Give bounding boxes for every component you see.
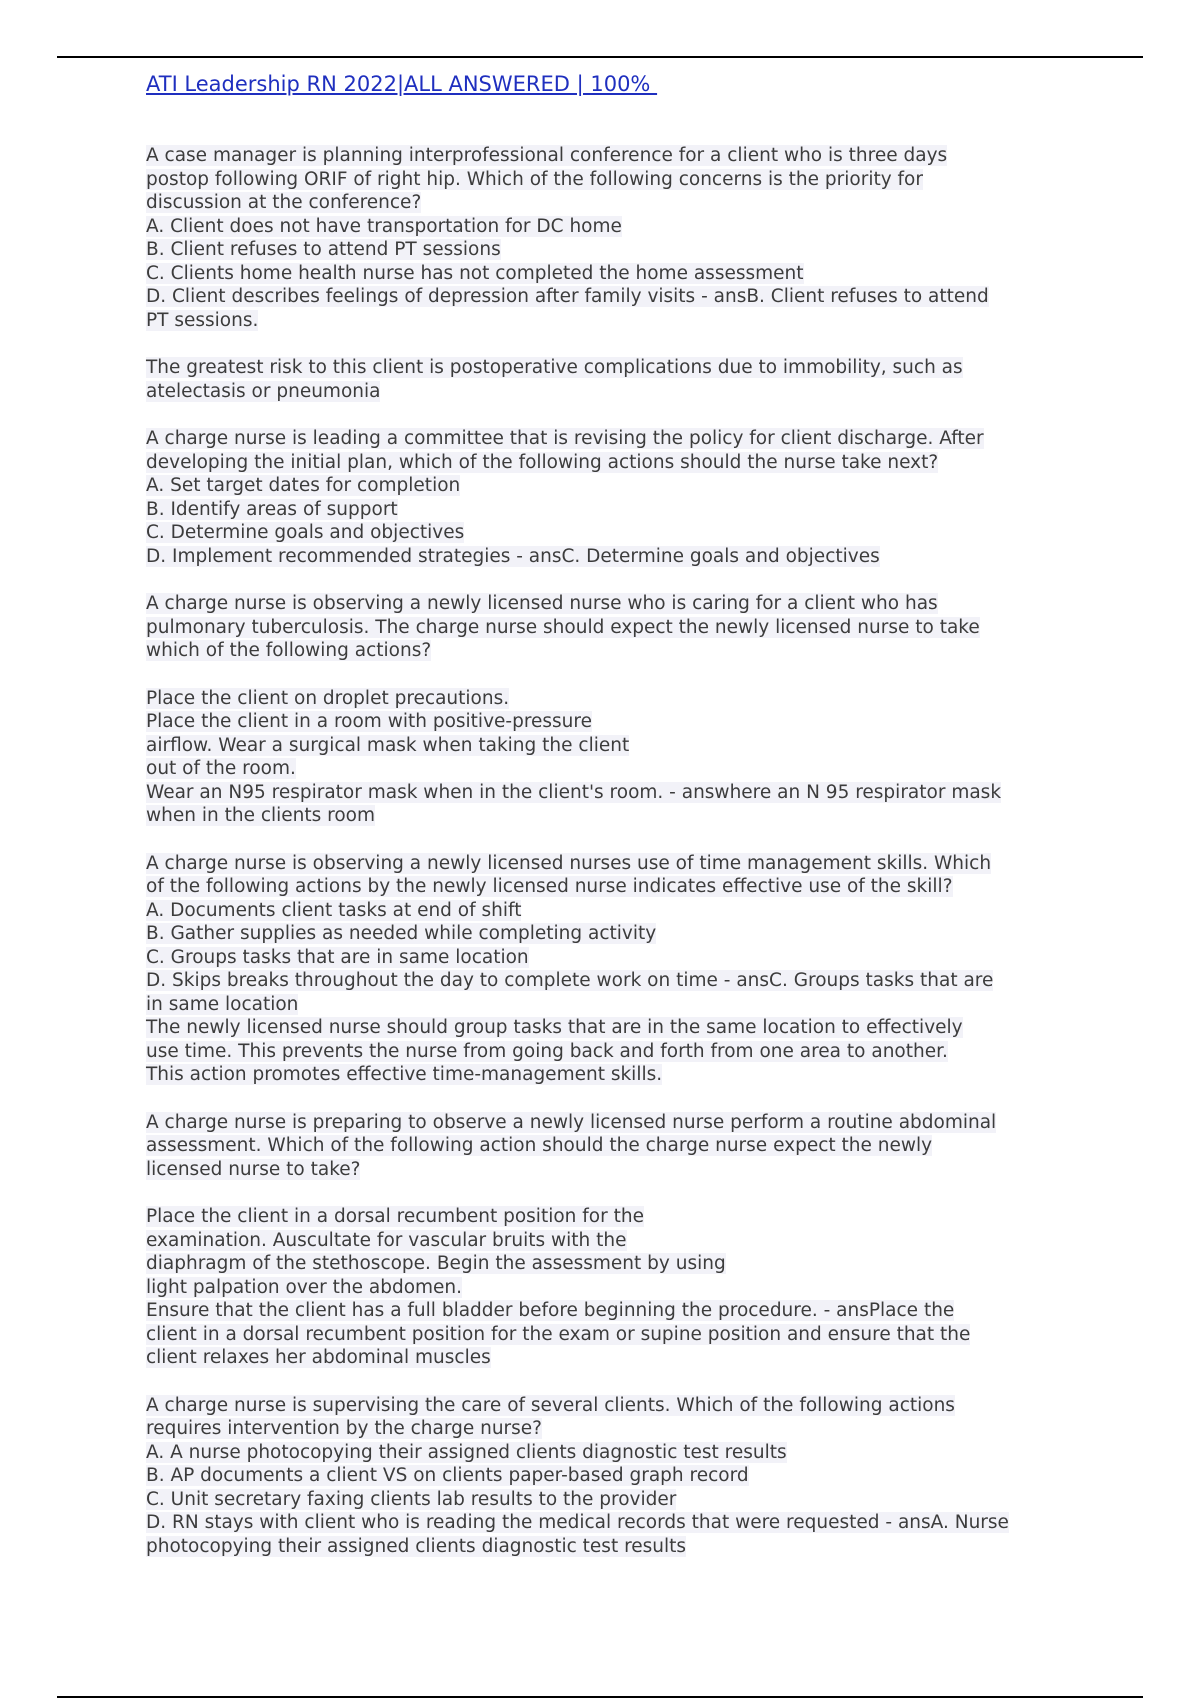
text-line-content: C. Clients home health nurse has not completed the home assessment <box>146 262 804 284</box>
bottom-divider <box>57 1696 1143 1698</box>
text-line-content: Ensure that the client has a full bladder before beginning the procedure. - ansPlace the <box>146 1300 955 1321</box>
text-line-content: Place the client in a dorsal recumbent position for the <box>146 1206 644 1227</box>
text-line <box>146 427 1146 451</box>
text-line-content: A. Set target dates for completion <box>146 475 461 496</box>
text-line-content: postop following ORIF of right hip. Which of the following concerns is the priority for <box>146 168 923 190</box>
text-line-content: A charge nurse is preparing to observe a newly licensed nurse perform a routine abdominal <box>146 1111 997 1133</box>
text-line <box>146 687 1146 711</box>
text-line-content: D. Client describes feelings of depression after family visits - ansB. Client refuses to attend <box>146 286 989 307</box>
text-line-content: C. Groups tasks that are in same location <box>146 946 529 968</box>
document-body <box>146 144 1146 1582</box>
text-line-content: assessment. Which of the following action should the charge nurse expect the newly <box>146 1135 933 1156</box>
text-line <box>146 1111 1146 1135</box>
text-line-content: in same location <box>146 993 299 1015</box>
text-line <box>146 899 1146 923</box>
text-line <box>146 545 1146 569</box>
text-line-content: A charge nurse is supervising the care of several clients. Which of the following actions <box>146 1394 955 1416</box>
text-line-content: discussion at the conference? <box>146 192 422 213</box>
text-line <box>146 144 1146 168</box>
text-line-content: client in a dorsal recumbent position for the exam or supine position and ensure that the <box>146 1323 971 1345</box>
text-line-content: D. Skips breaks throughout the day to complete work on time - ansC. Groups tasks that are <box>146 970 994 991</box>
text-block <box>146 852 1146 1087</box>
text-line <box>146 639 1146 663</box>
text-line-content: developing the initial plan, which of the following actions should the nurse take next? <box>146 451 939 473</box>
text-line-content: A. Client does not have transportation for DC home <box>146 215 622 237</box>
text-line-content: A. A nurse photocopying their assigned clients diagnostic test results <box>146 1441 787 1463</box>
text-line <box>146 875 1146 899</box>
text-line-content: photocopying their assigned clients diagnostic test results <box>146 1535 687 1557</box>
text-line <box>146 1464 1146 1488</box>
text-line-content: Wear an N95 respirator mask when in the client's room. - answhere an N 95 respirator mask <box>146 781 1002 803</box>
text-block <box>146 1394 1146 1559</box>
text-line <box>146 521 1146 545</box>
text-line <box>146 1511 1146 1535</box>
text-line <box>146 592 1146 616</box>
text-line <box>146 1063 1146 1087</box>
text-line-content: out of the room. <box>146 758 296 779</box>
text-line <box>146 1417 1146 1441</box>
text-line <box>146 710 1146 734</box>
text-line-content: A charge nurse is observing a newly licensed nurses use of time management skills. Which <box>146 852 992 874</box>
text-line <box>146 969 1146 993</box>
text-line <box>146 1441 1146 1465</box>
text-line <box>146 1299 1146 1323</box>
text-line-content: Place the client on droplet precautions. <box>146 687 510 709</box>
text-line-content: A case manager is planning interprofessional conference for a client who is three days <box>146 145 948 166</box>
text-line <box>146 168 1146 192</box>
text-line-content: PT sessions. <box>146 309 259 331</box>
text-line-content: use time. This prevents the nurse from going back and forth from one area to another. <box>146 1040 948 1062</box>
text-line <box>146 285 1146 309</box>
text-line-content: licensed nurse to take? <box>146 1158 361 1180</box>
text-line-content: airflow. Wear a surgical mask when taking the client <box>146 734 630 756</box>
text-line <box>146 262 1146 286</box>
text-line-content: examination. Auscultate for vascular bruits with the <box>146 1229 627 1251</box>
text-line-content: A charge nurse is observing a newly licensed nurse who is caring for a client who has <box>146 593 938 614</box>
text-line-content: The greatest risk to this client is postoperative complications due to immobility, such as <box>146 357 963 378</box>
text-block <box>146 687 1146 828</box>
text-line <box>146 804 1146 828</box>
text-line <box>146 1134 1146 1158</box>
text-line-content: of the following actions by the newly licensed nurse indicates effective use of the skill? <box>146 876 953 897</box>
text-line-content: A. Documents client tasks at end of shift <box>146 899 522 921</box>
text-line-content: Place the client in a room with positive-pressure <box>146 711 592 732</box>
text-line-content: which of the following actions? <box>146 640 432 661</box>
text-line <box>146 309 1146 333</box>
text-line-content: B. Client refuses to attend PT sessions <box>146 239 501 260</box>
text-line <box>146 852 1146 876</box>
text-line-content: D. RN stays with client who is reading the medical records that were requested - ansA. Nurse <box>146 1512 1009 1533</box>
text-line-content: C. Determine goals and objectives <box>146 522 465 543</box>
text-block <box>146 592 1146 663</box>
text-line <box>146 1252 1146 1276</box>
text-line <box>146 238 1146 262</box>
text-line-content: A charge nurse is leading a committee that is revising the policy for client discharge. After <box>146 428 984 449</box>
text-block <box>146 144 1146 332</box>
text-line-content: when in the clients room <box>146 805 376 826</box>
text-line <box>146 191 1146 215</box>
top-divider <box>57 56 1143 58</box>
text-line-content: B. Identify areas of support <box>146 498 398 520</box>
text-line <box>146 1229 1146 1253</box>
text-line <box>146 474 1146 498</box>
text-line <box>146 734 1146 758</box>
text-line <box>146 1016 1146 1040</box>
text-line <box>146 1040 1146 1064</box>
text-line-content: B. AP documents a client VS on clients paper-based graph record <box>146 1465 749 1486</box>
text-line-content: D. Implement recommended strategies - ansC. Determine goals and objectives <box>146 545 880 567</box>
text-line <box>146 356 1146 380</box>
text-line <box>146 757 1146 781</box>
text-line-content: client relaxes her abdominal muscles <box>146 1347 491 1368</box>
text-line <box>146 781 1146 805</box>
text-line <box>146 1205 1146 1229</box>
text-line-content: pulmonary tuberculosis. The charge nurse should expect the newly licensed nurse to take <box>146 616 980 638</box>
text-line <box>146 1346 1146 1370</box>
text-block <box>146 427 1146 568</box>
text-line-content: diaphragm of the stethoscope. Begin the assessment by using <box>146 1253 726 1274</box>
text-line-content: light palpation over the abdomen. <box>146 1276 463 1298</box>
text-line <box>146 616 1146 640</box>
text-line <box>146 1276 1146 1300</box>
text-line-content: C. Unit secretary faxing clients lab results to the provider <box>146 1488 677 1510</box>
document-title-link[interactable]: ATI Leadership RN 2022|ALL ANSWERED | 100% <box>146 72 658 96</box>
text-line <box>146 498 1146 522</box>
text-line <box>146 1488 1146 1512</box>
text-line <box>146 1535 1146 1559</box>
text-line-content: atelectasis or pneumonia <box>146 380 381 402</box>
text-line-content: The newly licensed nurse should group tasks that are in the same location to effectively <box>146 1017 963 1038</box>
text-block <box>146 1111 1146 1182</box>
text-block <box>146 1205 1146 1370</box>
text-line <box>146 215 1146 239</box>
text-block <box>146 356 1146 403</box>
text-line <box>146 1394 1146 1418</box>
text-line-content: requires intervention by the charge nurse? <box>146 1418 542 1439</box>
text-line <box>146 946 1146 970</box>
text-line <box>146 922 1146 946</box>
text-line <box>146 380 1146 404</box>
text-line-content: B. Gather supplies as needed while completing activity <box>146 923 657 944</box>
text-line <box>146 993 1146 1017</box>
text-line <box>146 1158 1146 1182</box>
text-line <box>146 1323 1146 1347</box>
text-line-content: This action promotes effective time-management skills. <box>146 1064 663 1085</box>
text-line <box>146 451 1146 475</box>
